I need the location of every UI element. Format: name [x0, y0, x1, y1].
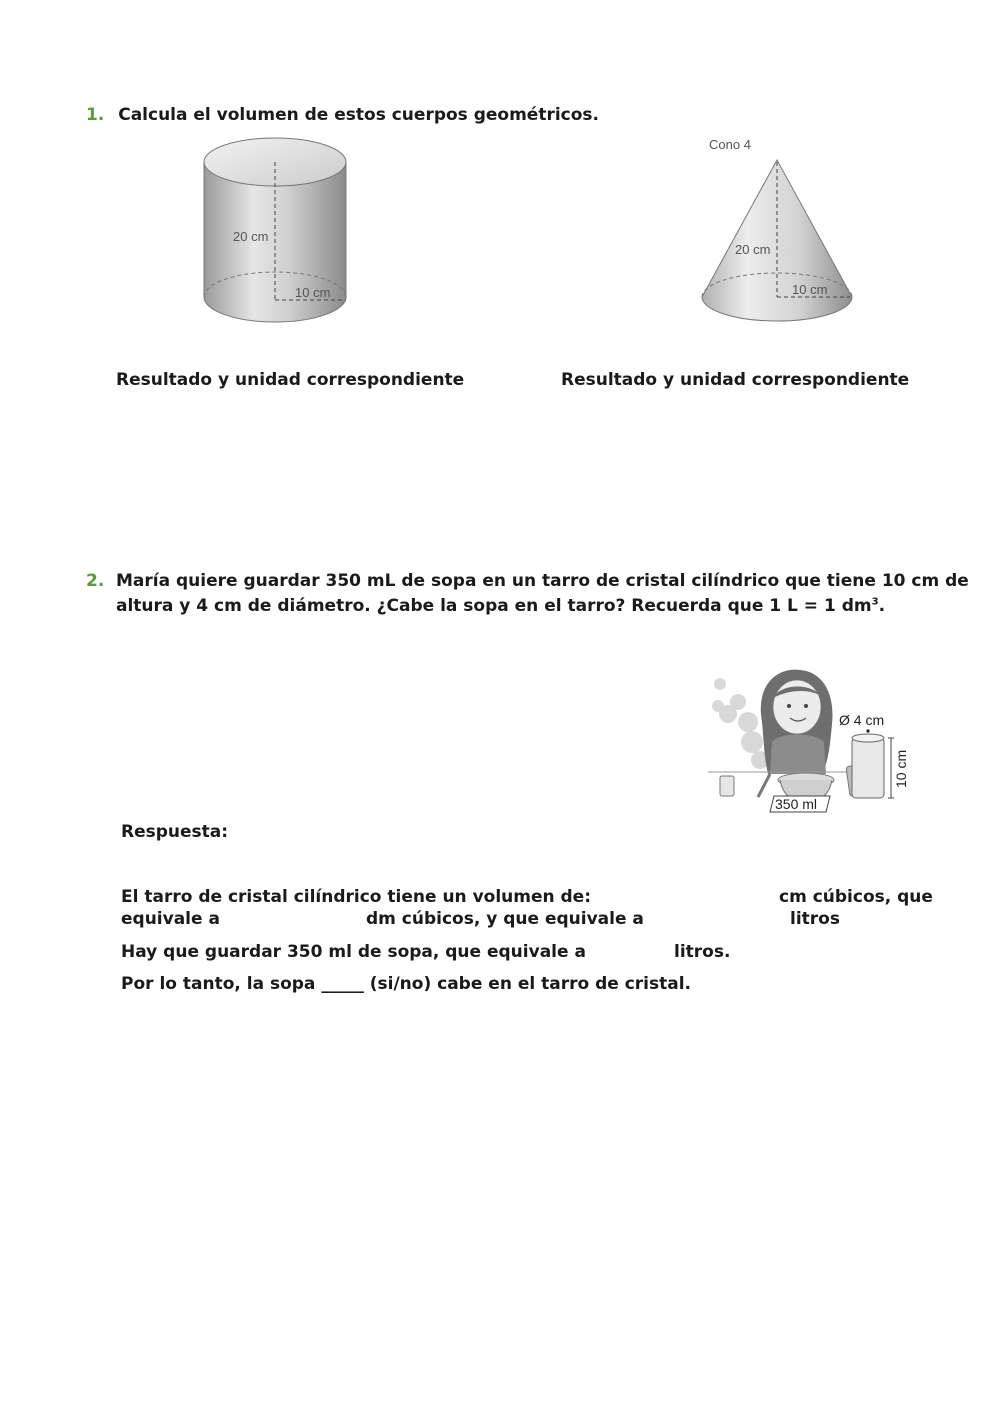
answer-heading: Respuesta:	[121, 822, 229, 842]
bowl-label: 350 ml	[775, 796, 818, 812]
diameter-marker	[866, 729, 869, 732]
question-2-number: 2.	[86, 571, 105, 591]
steam-cloud	[712, 678, 769, 769]
cone-radius-label: 10 cm	[792, 282, 828, 297]
question-2	[86, 569, 104, 593]
cone-title: Cono 4	[709, 137, 751, 152]
cone-figure	[695, 132, 860, 327]
answer-line-3-b: litros.	[674, 942, 731, 962]
answer-line-2-c: litros	[790, 909, 840, 929]
question-2-end: .	[878, 596, 886, 616]
question-2-exponent: 3	[871, 596, 879, 608]
answer-line-1-b: cm cúbicos, que	[779, 887, 933, 907]
girl-soup-illustration	[700, 662, 920, 817]
jar-diameter-label: Ø 4 cm	[839, 712, 885, 728]
question-2-line-2	[116, 594, 885, 618]
answer-line-2-a: equivale a	[121, 909, 220, 929]
jar-height-label: 10 cm	[893, 749, 909, 788]
answer-line-4: Por lo tanto, la sopa _____ (si/no) cabe en el tarro de cristal.	[121, 974, 691, 994]
answer-label-left: Resultado y unidad correspondiente	[116, 370, 465, 390]
question-2-line-2-text: altura y 4 cm de diámetro. ¿Cabe la sopa en el tarro? Recuerda que 1 L = 1 dm	[116, 596, 872, 616]
answer-label-right: Resultado y unidad correspondiente	[561, 370, 910, 390]
cylinder-height-label: 20 cm	[233, 229, 269, 244]
spoon	[758, 774, 770, 797]
question-1-text: Calcula el volumen de estos cuerpos geométricos.	[118, 105, 599, 125]
question-2-line-1: María quiere guardar 350 mL de sopa en un tarro de cristal cilíndrico que tiene 10 cm de	[116, 571, 969, 591]
girl-figure	[761, 670, 833, 774]
question-1	[86, 103, 599, 127]
answer-line-2-b: dm cúbicos, y que equivale a	[366, 909, 644, 929]
cylinder-figure	[195, 132, 355, 332]
question-1-number: 1.	[86, 105, 105, 125]
glass-jar-top	[852, 734, 884, 742]
cone-height-label: 20 cm	[735, 242, 771, 257]
cylinder-radius-label: 10 cm	[295, 285, 331, 300]
small-cup	[720, 776, 734, 796]
answer-line-1-a: El tarro de cristal cilíndrico tiene un volumen de:	[121, 887, 592, 907]
answer-line-3-a: Hay que guardar 350 ml de sopa, que equivale a	[121, 942, 586, 962]
glass-jar	[852, 738, 884, 798]
